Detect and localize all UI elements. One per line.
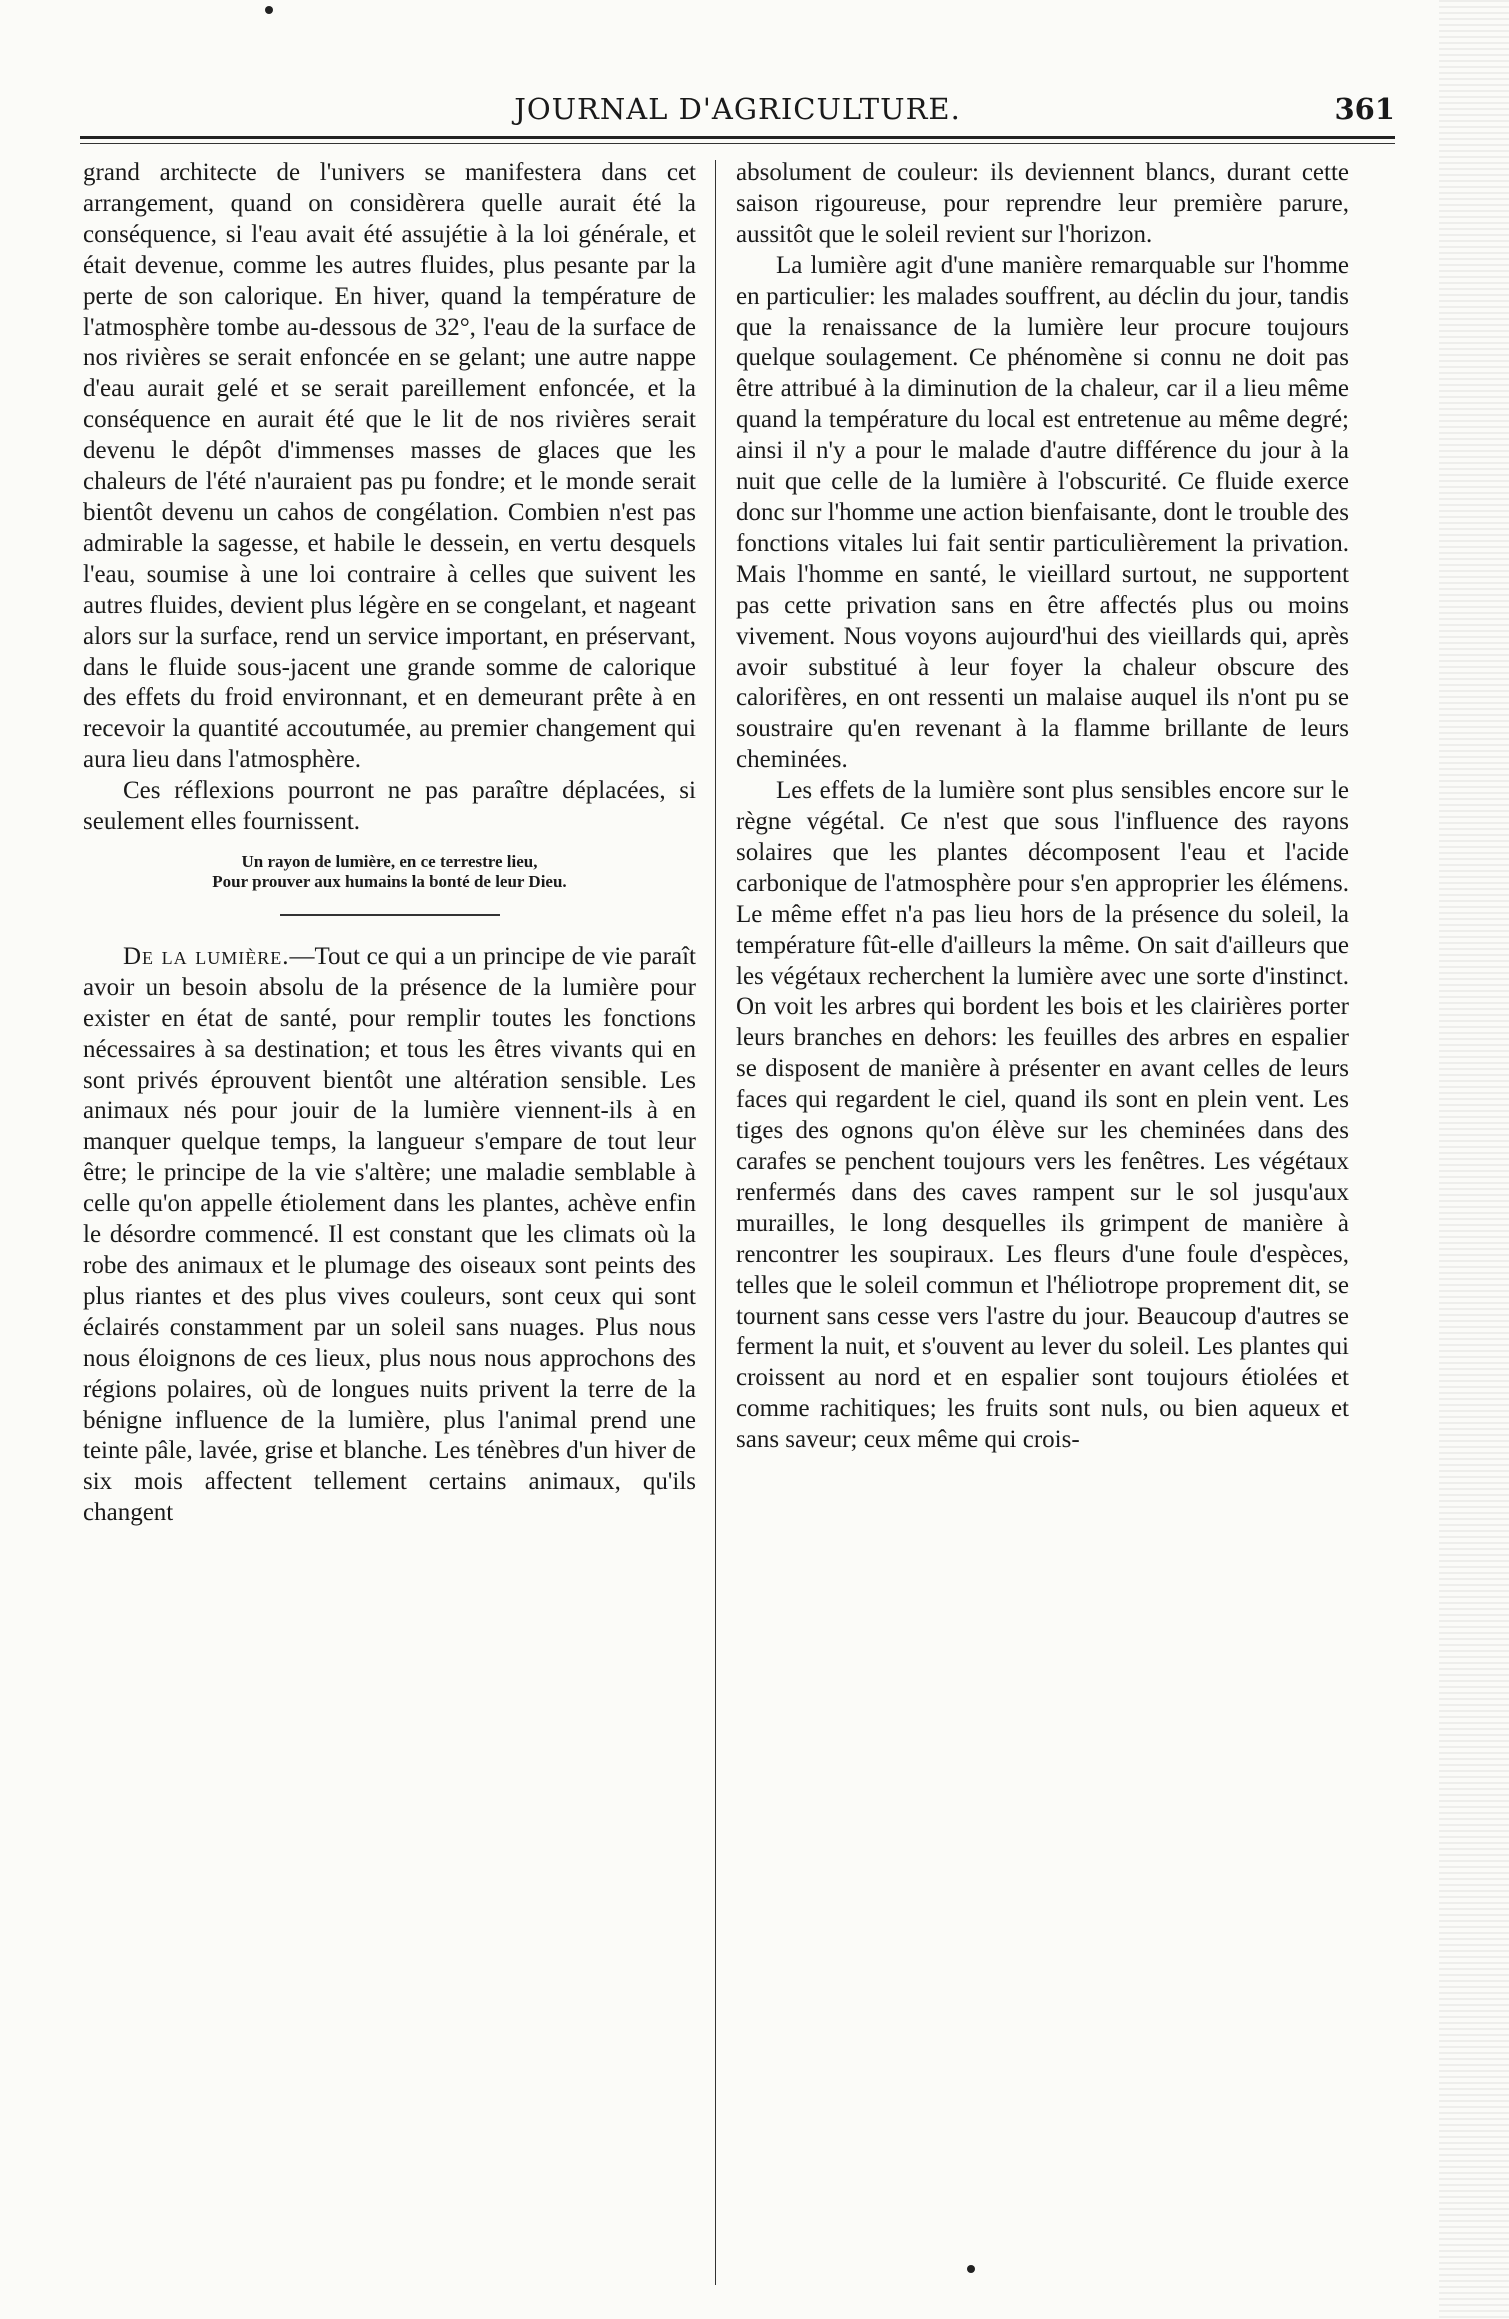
- scan-speck: [967, 2265, 975, 2273]
- header-rule-thin: [80, 143, 1395, 144]
- verse-line-1: Un rayon de lumière, en ce terrestre lieu,: [241, 851, 538, 871]
- header-rule: [80, 136, 1395, 139]
- right-column: [736, 158, 1349, 2298]
- section-title: De la lumière.: [123, 942, 290, 970]
- page-header: [80, 92, 1395, 136]
- right-paragraph-1: absolument de couleur: ils deviennent blancs, durant cette saison rigoureuse, pour reprendre leur première parure, aussitôt que le soleil revient sur l'horizon.: [736, 159, 1349, 248]
- section-separator: [280, 914, 500, 916]
- left-paragraph-3: [83, 942, 696, 1529]
- right-paragraph-3: Les effets de la lumière sont plus sensibles encore sur le règne végétal. Ce n'est que sous l'influence des rayons solaires que les plantes décomposent l'eau et l'acide carbonique de l'atmosphère pour s'en approprier les élémens. Le même effet n'a pas lieu hors de la présence du soleil, la température fût-elle d'ailleurs la même. On sait d'ailleurs que les végétaux recherchent la lumière avec une sorte d'instinct. On voit les arbres qui bordent les bois et les clairières porter leurs branches en dehors: les feuilles des arbres en espalier se disposent de manière à présenter en avant celles de leurs faces qui regardent le ciel, quand ils sont en plein vent. Les tiges des ognons qu'on élève sur les cheminées dans des carafes se penchent toujours vers les fenêtres. Les végétaux renfermés dans des caves rampent sur le sol jusqu'aux murailles, le long desquelles ils grimpent de manière à rencontrer les soupiraux. Les fleurs d'une foule d'espèces, telles que le soleil commun et l'héliotrope proprement dit, se tournent sans cesse vers l'astre du jour. Beaucoup d'autres se ferment la nuit, et s'ouvent au lever du soleil. Les plantes qui croissent au nord et en espalier sont toujours étiolées et comme rachitiques; les fruits sont nuls, ou bien aqueux et sans saveur; ceux même qui crois-: [736, 777, 1349, 1454]
- running-title: JOURNAL D'AGRICULTURE.: [514, 92, 961, 126]
- verse-line-2: Pour prouver aux humains la bonté de leur Dieu.: [212, 871, 567, 891]
- verse-quote: [83, 852, 696, 916]
- page-number: 361: [1334, 92, 1395, 126]
- scan-edge: [1439, 0, 1509, 2319]
- left-paragraph-1: grand architecte de l'univers se manifestera dans cet arrangement, quand on considèrera quelle aurait été la conséquence, si l'eau avait été assujétie à la loi générale, et était devenue, comme les autres fluides, plus pesante par la perte de son calorique. En hiver, quand la température de l'atmosphère tombe au-dessous de 32°, l'eau de la surface de nos rivières se serait enfoncée en se gelant; une autre nappe d'eau aurait gelé et se serait pareillement enfoncée, et la conséquence en aurait été que le lit de nos rivières serait devenu le dépôt d'immenses masses de glaces que les chaleurs de l'été n'auraient pas pu fondre; et le monde serait bientôt devenu un cahos de congélation. Combien n'est pas admirable la sagesse, et habile le dessein, en vertu desquels l'eau, soumise à une loi contraire à celles que suivent les autres fluides, devient plus légère en se congelant, et nageant alors sur la surface, rend un service important, en préservant, dans le fluide sous-jacent une grande somme de calorique des effets du froid environnant, et en demeurant prête à en recevoir la quantité accoutumée, au premier changement qui aura lieu dans l'atmosphère.: [83, 159, 696, 774]
- section-body: —Tout ce qui a un principe de vie paraît avoir un besoin absolu de la présence de la lumière pour exister en état de santé, pour remplir toutes les fonctions nécessaires à sa destination; et tous les êtres vivants qui en sont privés éprouvent bientôt une altération sensible. Les animaux nés pour jouir de la lumière viennent-ils à en manquer quelque temps, la langueur s'empare de tout leur être; le principe de la vie s'altère; une maladie semblable à celle qu'on appelle étiolement dans les plantes, achève enfin le désordre commencé. Il est constant que les climats où la robe des animaux et le plumage des oiseaux sont peints des plus riantes et des plus vives couleurs, sont ceux qui sont éclairés constamment par un soleil sans nuages. Plus nous nous éloignons de ces lieux, plus nous nous approchons des régions polaires, où de longues nuits privent la terre de la bénigne influence de la lumière, plus l'animal prend une teinte pâle, lavée, grise et blanche. Les ténèbres d'un hiver de six mois affectent tellement certains animaux, qu'ils changent: [83, 942, 696, 1527]
- scan-speck: [265, 6, 273, 14]
- left-paragraph-2: Ces réflexions pourront ne pas paraître déplacées, si seulement elles fournissent.: [83, 777, 696, 836]
- column-divider: [715, 160, 716, 2285]
- right-paragraph-2: La lumière agit d'une manière remarquable sur l'homme en particulier: les malades souffrent, au déclin du jour, tandis que la renaissance de la lumière leur procure toujours quelque soulagement. Ce phénomène si connu ne doit pas être attribué à la diminution de la chaleur, car il a lieu même quand la température du local est entretenue au même degré; ainsi il n'y a pour le malade d'autre différence du jour à la nuit que celle de la lumière à l'obscurité. Ce fluide exerce donc sur l'homme une action bienfaisante, dont le trouble des fonctions vitales lui fait sentir particulièrement la privation. Mais l'homme en santé, le vieillard surtout, ne supportent pas cette privation sans en être affectés plus ou moins vivement. Nous voyons aujourd'hui des vieillards qui, après avoir substitué à leur foyer la chaleur obscure des calorifères, en ont ressenti un malaise auquel ils n'ont pu se soustraire qu'en revenant à la flamme brillante de leurs cheminées.: [736, 251, 1349, 774]
- left-column: [83, 158, 696, 2298]
